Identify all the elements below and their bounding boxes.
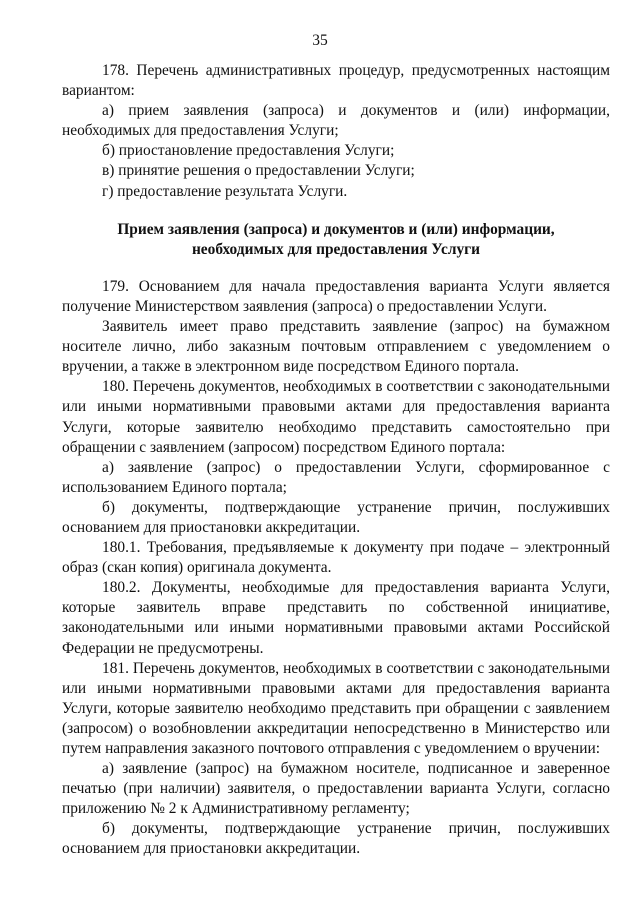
- list-item-b: б) приостановление предоставления Услуги;: [102, 142, 395, 160]
- document-body: [62, 61, 610, 860]
- list-item-a: а) прием заявления (запроса) и документов и (или) информации, необходимых для предоставления Услуги;: [62, 102, 610, 140]
- list-item-181-a: а) заявление (запрос) на бумажном носителе, подписанное и заверенное печатью (при наличии) заявителя, о предоставлении варианта Услуги, согласно приложению № 2 к Административному регламенту;: [62, 760, 610, 818]
- section-heading: Прием заявления (запроса) и документов и (или) информации, необходимых для предоставления Услуги: [117, 220, 555, 258]
- paragraph-179: 179. Основанием для начала предоставления варианта Услуги является получение Министерством заявления (запроса) о предоставлении Услуги.: [62, 277, 610, 315]
- paragraph-180-1: 180.1. Требования, предъявляемые к документу при подаче – электронный образ (скан копия) оригинала документа.: [62, 539, 610, 577]
- paragraph-180: 180. Перечень документов, необходимых в соответствии с законодательными или иными нормативными правовыми актами для предоставления варианта Услуги, которые заявителю необходимо представить самостоятельно при обращении с заявлением (запросом) посредством Единого портала:: [62, 378, 610, 456]
- list-item-180-b: б) документы, подтверждающие устранение причин, послуживших основанием для приостановки аккредитации.: [62, 498, 610, 536]
- list-item-g: г) предоставление результата Услуги.: [102, 182, 348, 200]
- paragraph-applicant-right: Заявитель имеет право представить заявление (запрос) на бумажном носителе лично, либо заказным почтовым отправлением с уведомлением о вручении, а также в электронном виде посредством Единого портала.: [62, 318, 610, 376]
- paragraph-178: 178. Перечень административных процедур, предусмотренных настоящим вариантом:: [62, 62, 610, 100]
- paragraph-180-2: 180.2. Документы, необходимые для предоставления варианта Услуги, которые заявитель вправе представить по собственной инициативе, законодательными или иными нормативными правовыми актами Российской Федерации не предусмотрены.: [62, 579, 610, 657]
- list-item-181-b: б) документы, подтверждающие устранение причин, послуживших основанием для приостановки аккредитации.: [62, 820, 610, 858]
- paragraph-181: 181. Перечень документов, необходимых в соответствии с законодательными или иными нормативными правовыми актами для предоставления варианта Услуги, которые заявителю необходимо представить при обращении с заявлением (запросом) о возобновлении аккредитации непосредственно в Министерство или путем направления заказного почтового отправления с уведомлением о вручении:: [62, 659, 610, 757]
- page-number: 35: [312, 32, 328, 49]
- list-item-180-a: а) заявление (запрос) о предоставлении Услуги, сформированное с использованием Единого портала;: [62, 458, 610, 496]
- list-item-v: в) принятие решения о предоставлении Услуги;: [102, 162, 415, 180]
